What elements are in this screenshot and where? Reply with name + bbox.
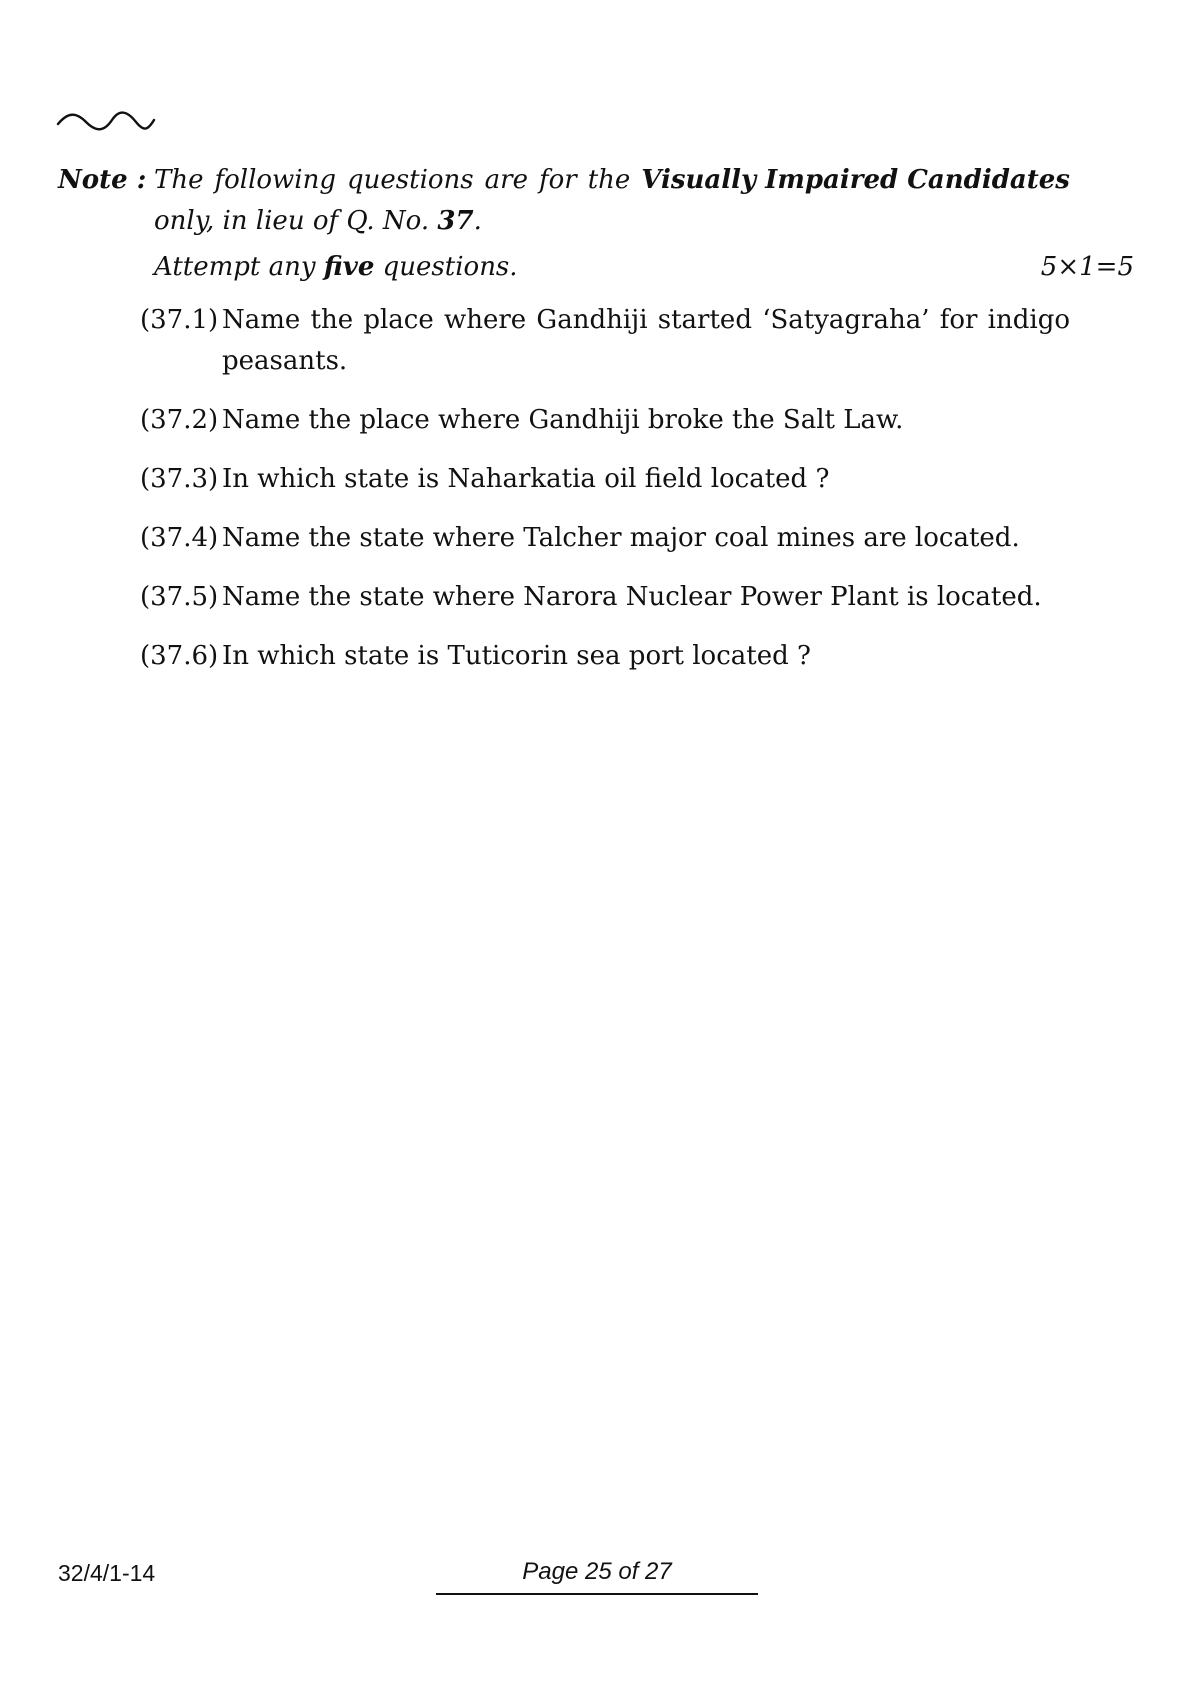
note-line-1 [58, 160, 1070, 201]
question-number: (37.4) [140, 523, 219, 553]
note-line-2 [58, 201, 1078, 242]
attempt-suffix: questions. [382, 252, 518, 282]
marks-allocation: 5×1=5 [1040, 252, 1134, 282]
wave-separator-icon [56, 110, 156, 134]
note-word: following [214, 165, 337, 195]
question-item [140, 518, 1070, 559]
question-item [140, 400, 1070, 441]
note-word: questions [347, 165, 474, 195]
question-item [140, 636, 1070, 677]
note-block [58, 160, 1078, 242]
note-line2-suffix: . [473, 206, 482, 236]
question-number: (37.6) [140, 641, 219, 671]
question-number: (37.1) [140, 305, 219, 335]
note-question-number: 37 [437, 206, 474, 236]
note-emphasis: Visually Impaired Candidates [641, 165, 1070, 195]
question-text: Name the state where Talcher major coal mines are located. [222, 523, 1020, 553]
question-item [140, 459, 1070, 500]
paper-code: 32/4/1-14 [58, 1560, 156, 1586]
note-word: The [154, 165, 204, 195]
footer-underline [436, 1593, 758, 1595]
note-word: are [484, 165, 528, 195]
question-text: In which state is Naharkatia oil field located ? [222, 464, 830, 494]
note-line2-prefix: only, in lieu of Q. No. [154, 206, 430, 236]
question-item [140, 300, 1070, 382]
question-number: (37.5) [140, 582, 219, 612]
question-list [140, 300, 1070, 695]
question-text: Name the place where Gandhiji broke the Salt Law. [222, 405, 904, 435]
question-item [140, 577, 1070, 618]
question-number: (37.2) [140, 405, 219, 435]
question-text: In which state is Tuticorin sea port located ? [222, 641, 811, 671]
page-number: Page 25 of 27 [522, 1558, 672, 1585]
note-word: the [587, 165, 631, 195]
note-label: Note : [58, 165, 147, 195]
question-number: (37.3) [140, 464, 219, 494]
note-word: for [538, 165, 577, 195]
attempt-instruction [154, 252, 1134, 282]
attempt-prefix: Attempt any [154, 252, 316, 282]
attempt-count: five [323, 252, 375, 282]
question-text: Name the state where Narora Nuclear Power Plant is located. [222, 582, 1042, 612]
question-text: Name the place where Gandhiji started ‘Satyagraha’ for indigo peasants. [222, 305, 1070, 376]
attempt-text [154, 252, 518, 282]
